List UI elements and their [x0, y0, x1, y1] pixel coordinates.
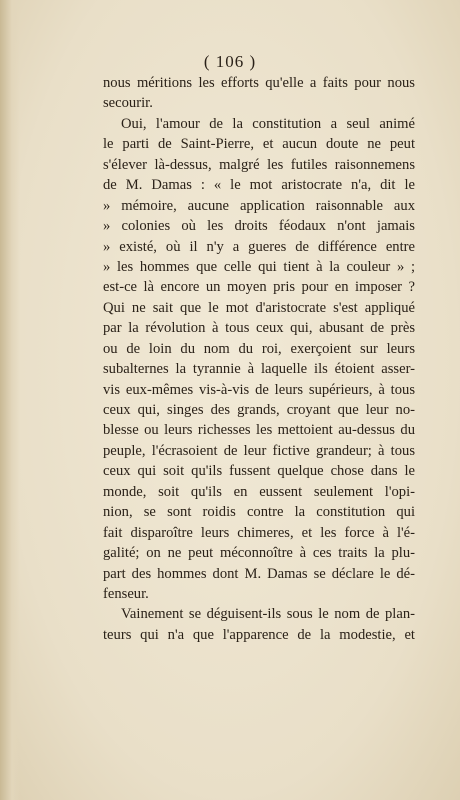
text-line: » existé, où il n'y a gueres de différence entre [103, 238, 415, 255]
text-line: par la révolution à tous ceux qui, abusant de près [103, 320, 415, 337]
text-line: nous méritions les efforts qu'elle a faits pour nous [103, 75, 415, 91]
text-line: nion, se sont roidis contre la constitution qui [103, 504, 415, 521]
text-line: fait disparoître leurs chimeres, et les force à l'é- [103, 524, 415, 541]
text-line: » colonies où les droits féodaux n'ont jamais [103, 218, 415, 235]
text-line: blesse ou leurs richesses les mettoient au-dessus du [103, 422, 415, 439]
text-line: vis eux-mêmes vis-à-vis de leurs supérieurs, à tous [103, 381, 415, 398]
text-line: ou de loin du nom du roi, exerçoient sur leurs [103, 340, 415, 357]
text-line: de M. Damas : « le mot aristocrate n'a, dit le [103, 177, 415, 194]
text-line: Oui, l'amour de la constitution a seul animé [121, 115, 415, 132]
text-line: Qui ne sait que le mot d'aristocrate s'est appliqué [103, 299, 415, 316]
text-line: » mémoire, aucune application raisonnable aux [103, 197, 415, 214]
body-text [103, 73, 415, 645]
text-line: monde, soit qu'ils en eussent seulement l'opi- [103, 483, 415, 500]
text-line: Vainement se déguisent-ils sous le nom de plan- [121, 606, 415, 623]
text-line: fenseur. [103, 585, 149, 602]
text-line: ceux qui, singes des grands, croyant que leur no- [103, 402, 415, 418]
text-line: ceux qui soit qu'ils fussent quelque chose dans le [103, 463, 415, 480]
text-line: peuple, l'écrasoient de leur fictive grandeur; à tous [103, 442, 415, 459]
page-gutter-shadow [0, 0, 20, 800]
text-line: part des hommes dont M. Damas se déclare le dé- [103, 565, 415, 582]
page-number-header: ( 106 ) [203, 52, 257, 71]
text-line: teurs qui n'a que l'apparence de la modestie, et [103, 626, 415, 643]
text-line: » les hommes que celle qui tient à la couleur » ; [103, 258, 415, 275]
text-line: est-ce là encore un moyen pris pour en imposer ? [103, 279, 415, 296]
text-line: le parti de Saint-Pierre, et aucun doute ne peut [103, 136, 415, 153]
text-line: s'élever là-dessus, malgré les futiles raisonnemens [103, 156, 415, 173]
text-line: secourir. [103, 95, 153, 112]
text-line: galité; on ne peut méconnoître à ces traits la plu- [103, 545, 415, 562]
text-line: subalternes la tyrannie à laquelle ils étoient asser- [103, 361, 415, 378]
